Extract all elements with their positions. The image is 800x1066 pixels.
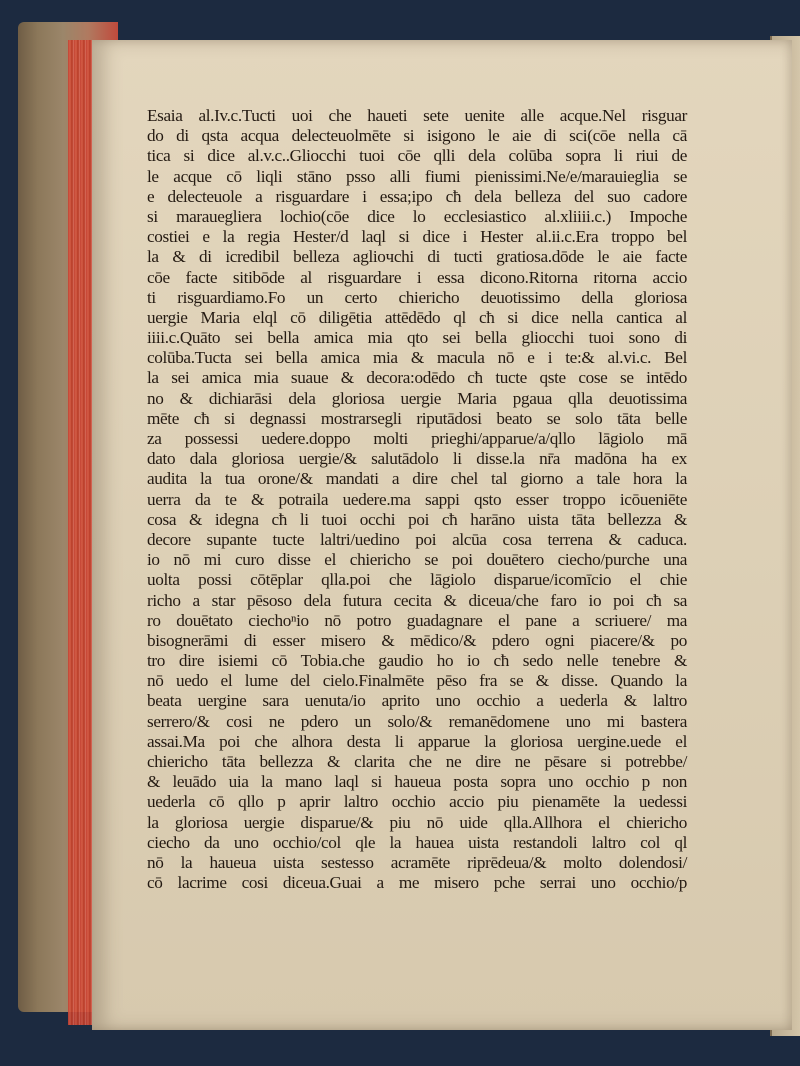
text-line: bisognerāmi di esser misero & mēdico/& pdero ogni piacere/& po bbox=[147, 630, 687, 650]
text-line: chiericho tāta bellezza & clarita che ne dire ne pēsare si potrebbe/ bbox=[147, 752, 687, 771]
text-line: cōe facte sitibōde al risguardare i essa dicono.Ritorna ritorna accio bbox=[147, 267, 687, 287]
text-line: costiei e la regia Hester/d laql si dice i Hester al.ii.c.Era troppo bel bbox=[147, 227, 687, 247]
text-line: ro douētato ciechoⁿio nō potro guadagnare el pane a scriuere/ ma bbox=[147, 610, 687, 630]
text-line: si marauegliera lochio(cōe dice lo ecclesiastico al.xliiii.c.) Impoche bbox=[147, 206, 687, 226]
text-line: uerra da te & potraila uedere.ma sappi qsto esser troppo icōueniēte bbox=[147, 489, 687, 509]
text-line: tica si dice al.v.c..Gliocchi tuoi cōe qlli dela colūba sopra li riui de bbox=[147, 146, 687, 166]
text-line: uederla cō qllo p aprir laltro occhio accio piu pienamēte la uedessi bbox=[147, 792, 687, 812]
text-line: tro dire isiemi cō Tobia.che gaudio ho io cħ sedo nelle tenebre & bbox=[147, 651, 687, 671]
text-line: iiii.c.Quāto sei bella amica mia qto sei bella gliocchi tuoi sono di bbox=[147, 328, 687, 348]
text-line: ciecho da uno occhio/col qle la hauea uista restandoli laltro col ql bbox=[147, 832, 687, 852]
text-line: la & di icredibil belleza aglioчchi di tucti gratiosa.dōde le aie facte bbox=[147, 247, 687, 267]
text-line: do di qsta acqua delecteuolmēte si isigono le aie di sci(cōe nella cā bbox=[147, 126, 687, 146]
text-line: richo a star pēsoso dela futura cecita & diceua/che faro io poi cħ sa bbox=[147, 590, 687, 610]
text-line: nō uedo el lume del cielo.Finalmēte pēso fra se & disse. Quando la bbox=[147, 671, 687, 691]
text-line: mēte cħ si degnassi mostrarsegli riputādosi beato se solo tāta belle bbox=[147, 408, 687, 428]
text-line: la sei amica mia suaue & decora:odēdo cħ tucte qste cose se intēdo bbox=[147, 368, 687, 388]
text-line: e delecteuole a risguardare i essa;ipo cħ dela belleza del suo cadore bbox=[147, 186, 687, 206]
text-line: uolta possi cōtēplar qlla.poi che lāgiolo disparue/icomīcio el chie bbox=[147, 570, 687, 590]
text-line: le acque cō liqli stāno psso alli fiumi pienissimi.Ne/e/marauieglia se bbox=[147, 166, 687, 186]
text-line: decore supante tucte laltri/uedino poi alcūa cosa terrena & caduca. bbox=[147, 529, 687, 549]
text-line: colūba.Tucta sei bella amica mia & macula nō e i te:& al.vi.c. Bel bbox=[147, 348, 687, 368]
text-line: dato dala gloriosa uergie/& salutādolo li disse.la nr̄a madōna ha ex bbox=[147, 449, 687, 469]
text-line: za possessi uedere.doppo molti prieghi/apparue/a/qllo lāgiolo mā bbox=[147, 429, 687, 448]
text-line: no & dichiarāsi dela gloriosa uergie Maria pgaua qlla deuotissima bbox=[147, 388, 687, 408]
text-column bbox=[147, 106, 687, 893]
text-line: cō lacrime cosi diceua.Guai a me misero pche serrai uno occhio/p bbox=[147, 873, 687, 893]
text-line: uergie Maria elql cō diligētia attēdēdo ql cħ si dice nella cantica al bbox=[147, 307, 687, 327]
book-page bbox=[92, 40, 792, 1030]
text-line: nō la haueua uista sestesso acramēte riprēdeua/& molto dolendosi/ bbox=[147, 852, 687, 872]
text-line: assai.Ma poi che alhora desta li apparue la gloriosa uergine.uede el bbox=[147, 731, 687, 751]
text-line: Esaia al.Iv.c.Tucti uoi che haueti sete uenite alle acque.Nel risguar bbox=[147, 106, 687, 125]
text-line: cosa & idegna cħ li tuoi occhi poi cħ harāno uista tāta bellezza & bbox=[147, 509, 687, 529]
text-line: & leuādo uia la mano laql si haueua posta sopra uno occhio p non bbox=[147, 772, 687, 792]
text-line: beata uergine sara uenuta/io aprito uno occhio a uederla & laltro bbox=[147, 691, 687, 711]
text-line: la gloriosa uergie disparue/& piu nō uide qlla.Allhora el chiericho bbox=[147, 812, 687, 832]
text-line: ti risguardiamo.Fo un certo chiericho deuotissimo della gloriosa bbox=[147, 287, 687, 307]
text-line: audita la tua orone/& mandati a dire chel tal giorno a tale hora la bbox=[147, 469, 687, 489]
text-line: serrero/& cosi ne pdero un solo/& remanēdomene uno mi bastera bbox=[147, 711, 687, 731]
text-line: io nō mi curo disse el chiericho se poi douētero ciecho/purche una bbox=[147, 550, 687, 570]
